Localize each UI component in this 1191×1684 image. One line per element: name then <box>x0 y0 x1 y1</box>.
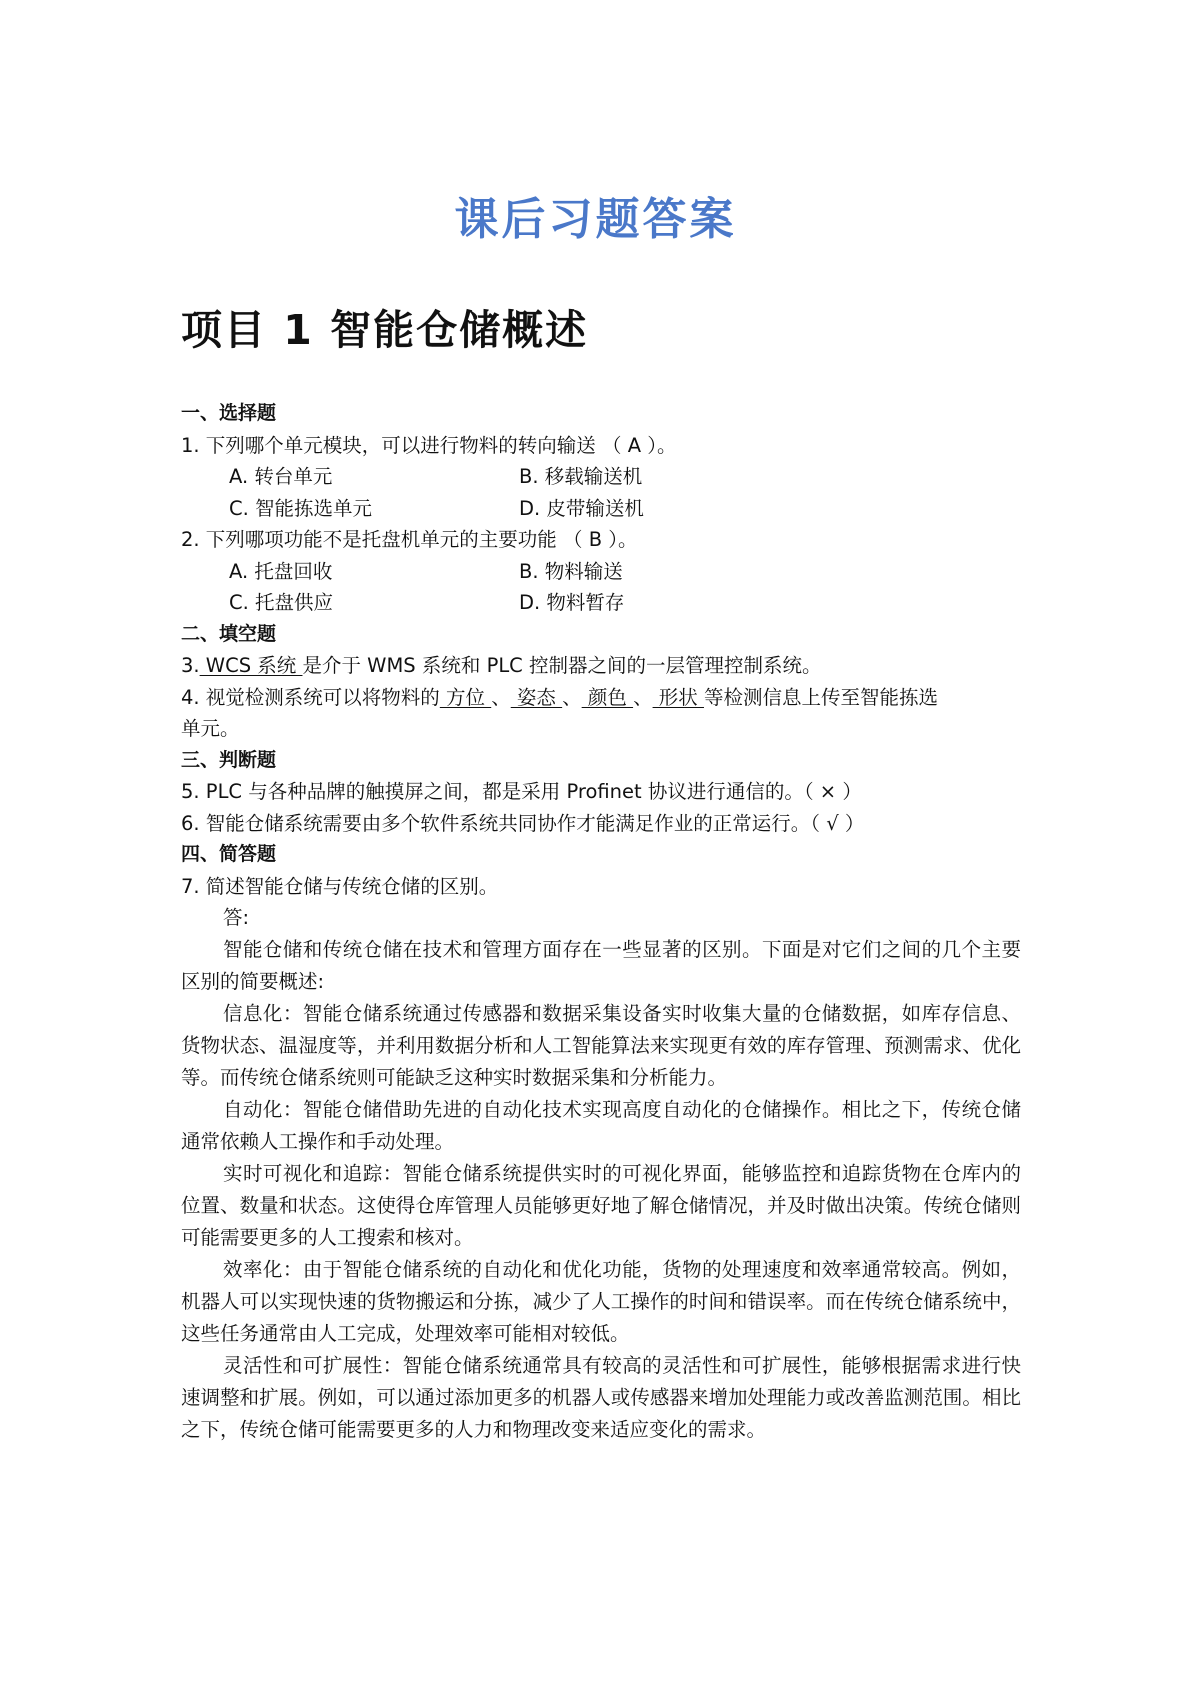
question-1: 1. 下列哪个单元模块，可以进行物料的转向输送 （ A ）。 <box>181 433 677 457</box>
document-body <box>181 398 1021 1446</box>
question-4-wrap: 单元。 <box>181 717 240 740</box>
fill-blank-answer: WCS 系统 <box>199 654 303 677</box>
question-2-options-row-1 <box>181 556 1021 588</box>
section-heading-fill: 二、填空题 <box>181 622 277 645</box>
option-d: D. 皮带输送机 <box>519 496 644 520</box>
question-1-options-row-1 <box>181 461 1021 493</box>
separator: 、 <box>633 685 653 709</box>
separator: 、 <box>491 685 511 709</box>
question-6: 6. 智能仓储系统需要由多个软件系统共同协作才能满足作业的正常运行。（ √ ） <box>181 811 865 835</box>
question-3-text: 是介于 WMS 系统和 PLC 控制器之间的一层管理控制系统。 <box>302 654 822 677</box>
question-3 <box>181 650 1021 682</box>
document-title: 课后习题答案 <box>454 194 737 245</box>
fill-blank-answer: 姿态 <box>510 685 563 709</box>
question-7: 7. 简述智能仓储与传统仓储的区别。 <box>181 874 499 898</box>
answer-paragraph: 实时可视化和追踪：智能仓储系统提供实时的可视化界面，能够监控和追踪货物在仓库内的位置、数量和状态。这使得仓库管理人员能够更好地了解仓储情况，并及时做出决策。传统仓储则可能需要更多的人工搜索和核对。 <box>181 1162 1021 1249</box>
question-5: 5. PLC 与各种品牌的触摸屏之间，都是采用 Profinet 协议进行通信的。（ × ） <box>181 780 862 803</box>
question-1-options-row-2 <box>181 493 1021 525</box>
fill-blank-answer: 方位 <box>439 685 492 709</box>
answer-paragraph: 灵活性和可扩展性：智能仓储系统通常具有较高的灵活性和可扩展性，能够根据需求进行快速调整和扩展。例如，可以通过添加更多的机器人或传感器来增加处理能力或改善监测范围。相比之下，传统仓储可能需要更多的人力和物理改变来适应变化的需求。 <box>181 1354 1021 1441</box>
option-b: B. 物料输送 <box>519 559 623 583</box>
question-4 <box>181 682 1021 714</box>
question-2: 2. 下列哪项功能不是托盘机单元的主要功能 （ B ）。 <box>181 528 638 551</box>
option-a: A. 托盘回收 <box>229 559 333 583</box>
answer-label: 答: <box>223 906 250 929</box>
answer-paragraph: 自动化：智能仓储借助先进的自动化技术实现高度自动化的仓储操作。相比之下，传统仓储通常依赖人工操作和手动处理。 <box>181 1098 1021 1153</box>
section-heading-choice: 一、选择题 <box>181 402 277 424</box>
question-2-options-row-2 <box>181 587 1021 619</box>
option-c: C. 智能拣选单元 <box>229 496 373 520</box>
project-heading: 项目 1 智能仓储概述 <box>181 306 589 354</box>
fill-blank-answer: 形状 <box>652 685 704 709</box>
answer-paragraph: 效率化：由于智能仓储系统的自动化和优化功能，货物的处理速度和效率通常较高。例如，机器人可以实现快速的货物搬运和分拣，减少了人工操作的时间和错误率。而在传统仓储系统中，这些任务通常由人工完成，处理效率可能相对较低。 <box>181 1258 1021 1345</box>
fill-blank-answer: 颜色 <box>581 685 634 709</box>
answer-paragraph: 智能仓储和传统仓储在技术和管理方面存在一些显著的区别。下面是对它们之间的几个主要区别的简要概述: <box>181 938 1021 993</box>
separator: 、 <box>562 685 582 709</box>
option-d: D. 物料暂存 <box>519 591 625 614</box>
section-heading-short: 四、简答题 <box>181 843 277 865</box>
option-a: A. 转台单元 <box>229 465 333 488</box>
question-3-number: 3. <box>181 654 200 677</box>
option-c: C. 托盘供应 <box>229 591 334 614</box>
question-4-text-rest: 等检测信息上传至智能拣选 <box>703 685 938 709</box>
answer-paragraph: 信息化：智能仓储系统通过传感器和数据采集设备实时收集大量的仓储数据，如库存信息、货物状态、温湿度等，并利用数据分析和人工智能算法来实现更有效的库存管理、预测需求、优化等。而传统仓储系统则可能缺乏这种实时数据采集和分析能力。 <box>181 1002 1021 1089</box>
question-4-text: 4. 视觉检测系统可以将物料的 <box>181 685 440 709</box>
section-heading-judge: 三、判断题 <box>181 748 277 771</box>
option-b: B. 移载输送机 <box>519 465 643 488</box>
